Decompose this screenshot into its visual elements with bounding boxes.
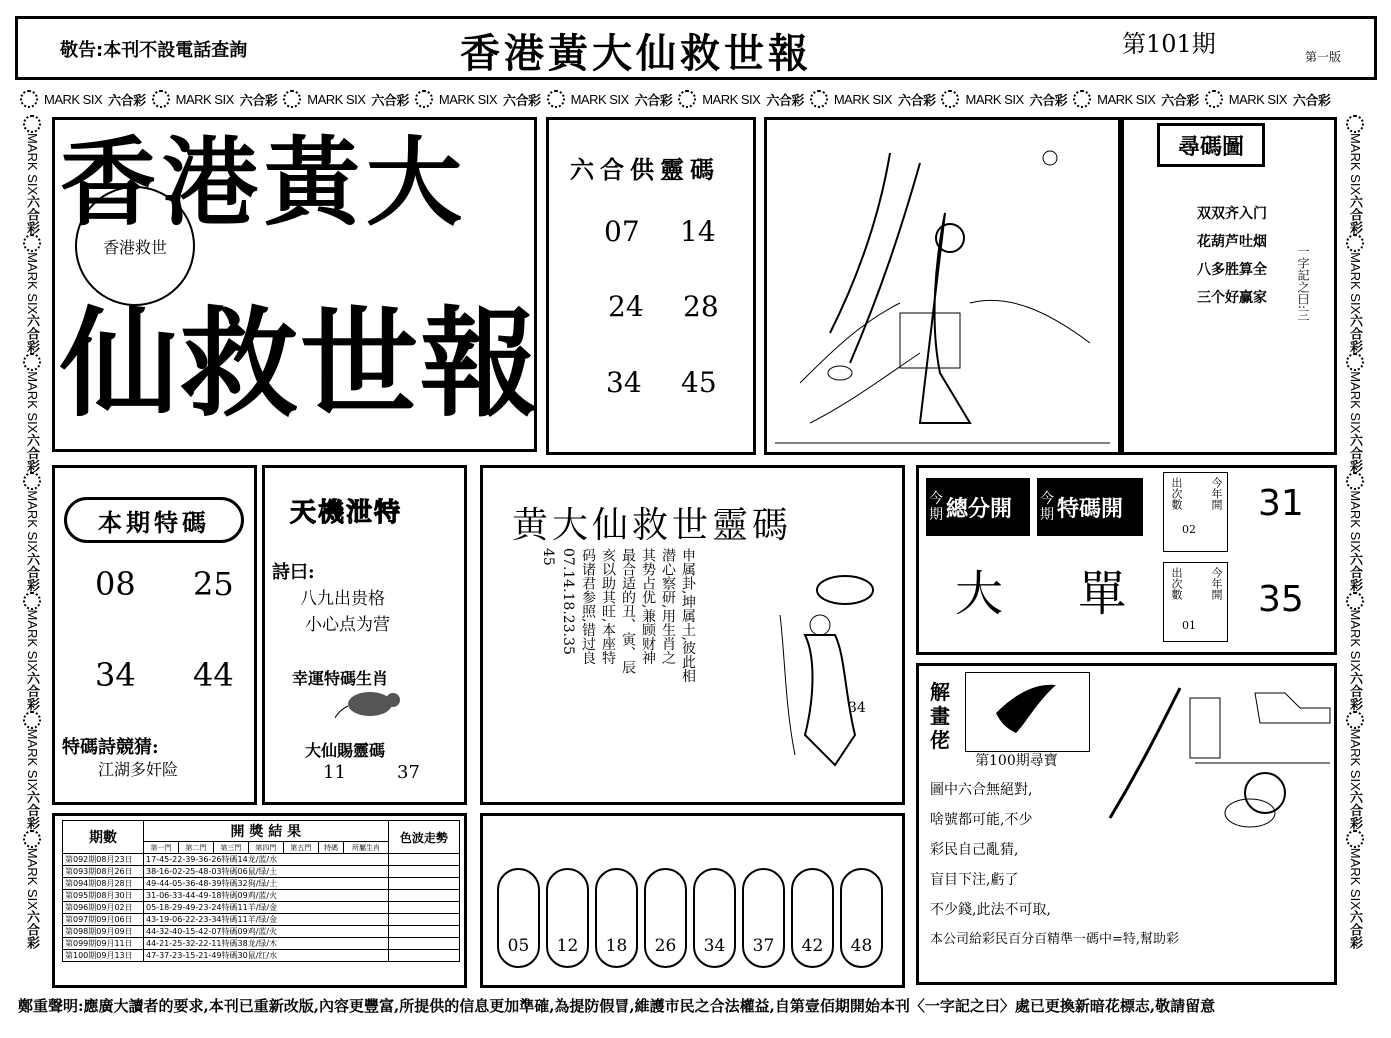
stat-value: 02 bbox=[1182, 523, 1196, 536]
flower-icon bbox=[23, 115, 41, 133]
lingma-column: 07.14.18.23.35 bbox=[560, 548, 576, 655]
mark-six-text: MARK SIX bbox=[1228, 91, 1287, 107]
table-row bbox=[63, 938, 460, 950]
benqi-number: 34 bbox=[95, 656, 136, 694]
results-period: 第096期09月02日 bbox=[63, 902, 144, 914]
gonglingma-number: 28 bbox=[683, 290, 719, 323]
jiehua-line: 啥號都可能,不少 bbox=[930, 812, 1033, 828]
flower-icon bbox=[23, 711, 41, 729]
pill-number: 37 bbox=[752, 936, 775, 956]
label-prefix: 今期 bbox=[929, 491, 943, 523]
results-trend bbox=[388, 866, 459, 878]
mark-six-logo: 六合彩 bbox=[766, 92, 804, 108]
mark-six-text: MARK SIX bbox=[1348, 847, 1363, 910]
seal-text: 香港救世 bbox=[102, 237, 167, 257]
poem-line: 花葫芦吐烟 bbox=[1197, 234, 1267, 250]
issue-number: 第101期 bbox=[1122, 30, 1216, 58]
pill-number: 42 bbox=[801, 936, 824, 956]
jiehua-line: 盲目下注,虧了 bbox=[930, 872, 1019, 888]
benqi-number: 25 bbox=[193, 565, 234, 603]
gonglingma-number: 24 bbox=[608, 290, 644, 323]
mark-six-logo: 六合彩 bbox=[1348, 909, 1363, 949]
jiehua-line: 圖中六合無絕對, bbox=[930, 782, 1033, 798]
mark-six-text: MARK SIX bbox=[1348, 133, 1363, 196]
stat-label: 出次數 bbox=[1170, 477, 1183, 510]
mark-six-logo: 六合彩 bbox=[1292, 92, 1331, 108]
mark-six-logo: 六合彩 bbox=[1348, 552, 1363, 592]
results-table bbox=[62, 820, 460, 962]
page-mark: 第一版 bbox=[1305, 50, 1342, 64]
flower-icon bbox=[283, 90, 301, 108]
masthead-line2: 仙救世報 bbox=[60, 295, 541, 433]
table-row bbox=[63, 878, 460, 890]
results-draw: 38-16-02-25-48-03特碼06鼠/绿/土 bbox=[144, 866, 389, 878]
stat-value: 01 bbox=[1182, 619, 1196, 632]
mark-six-strip-right bbox=[1345, 115, 1365, 1015]
results-draw: 31-06-33-44-49-18特碼09鸡/蓝/火 bbox=[144, 890, 389, 902]
rat-icon bbox=[335, 684, 405, 720]
mark-six-logo: 六合彩 bbox=[239, 92, 278, 108]
lingma-column: 码诸君参照,错过良 bbox=[580, 548, 596, 665]
mark-six-logo: 六合彩 bbox=[503, 92, 541, 108]
zongfen-number: 35 bbox=[1258, 579, 1304, 620]
xunmatu-title: 尋碼圖 bbox=[1157, 123, 1265, 167]
footer-statement: 鄭重聲明:應廣大讀者的要求,本刊已重新改版,內容更豐富,所提供的信息更加準確,為提防假冒,維護市民之合法權益,自第壹佰期開始本刊〈一字記之曰〉處已更換新暗花標志,敬請留意 bbox=[18, 996, 1216, 1015]
lingma-column: 申属卦,坤属土,彼此相 bbox=[680, 548, 696, 683]
mark-six-logo: 六合彩 bbox=[25, 314, 40, 354]
results-h1: 期數 bbox=[63, 821, 144, 854]
benqi-guess-text: 江湖多奸险 bbox=[98, 760, 179, 779]
results-h3: 色波走勢 bbox=[388, 821, 459, 854]
poem-line: 三个好赢家 bbox=[1197, 290, 1267, 306]
lingma-column: 潜心察研,用生肖之 bbox=[660, 548, 676, 665]
lingma-title: 黄大仙救世靈碼 bbox=[512, 505, 793, 546]
pill-number: 12 bbox=[556, 936, 579, 956]
results-period: 第098期09月09日 bbox=[63, 926, 144, 938]
flower-icon bbox=[23, 472, 41, 490]
flower-icon bbox=[941, 90, 959, 108]
benqi-number: 08 bbox=[95, 565, 136, 603]
flower-icon bbox=[23, 592, 41, 610]
mark-six-logo: 六合彩 bbox=[25, 909, 40, 949]
mark-six-strip-left bbox=[22, 115, 42, 1015]
poem-line: 八多胜算全 bbox=[1197, 262, 1267, 278]
mark-six-text: MARK SIX bbox=[1348, 490, 1363, 553]
flower-icon bbox=[1346, 830, 1364, 848]
mark-six-text: MARK SIX bbox=[25, 252, 40, 315]
flower-icon bbox=[23, 830, 41, 848]
mark-six-logo: 六合彩 bbox=[25, 195, 40, 235]
jiehua-caption: 第100期尋寶 bbox=[975, 753, 1058, 769]
results-trend bbox=[388, 914, 459, 926]
pill-number: 26 bbox=[654, 936, 677, 956]
mark-six-text: MARK SIX bbox=[25, 847, 40, 910]
flower-icon bbox=[1346, 234, 1364, 252]
mark-six-logo: 六合彩 bbox=[1029, 92, 1068, 108]
gonglingma-number: 34 bbox=[606, 366, 642, 399]
mark-six-text: MARK SIX bbox=[833, 91, 892, 107]
zongfen-result: 大 單 bbox=[955, 566, 1157, 622]
results-draw: 43-19-06-22-23-34特碼11羊/绿/金 bbox=[144, 914, 389, 926]
results-draw: 44-21-25-32-22-11特碼38龙/绿/木 bbox=[144, 938, 389, 950]
flower-icon bbox=[1346, 115, 1364, 133]
flower-icon bbox=[1346, 353, 1364, 371]
zongfen-number: 31 bbox=[1258, 483, 1304, 524]
jiehua-line: 彩民自己亂猜, bbox=[930, 842, 1019, 858]
results-draw: 05-18-29-49-23-24特碼11羊/绿/金 bbox=[144, 902, 389, 914]
mark-six-text: MARK SIX bbox=[25, 490, 40, 553]
results-subheader: 第五門 bbox=[283, 842, 318, 854]
mark-six-logo: 六合彩 bbox=[25, 552, 40, 592]
results-trend bbox=[388, 902, 459, 914]
gonglingma-number: 14 bbox=[680, 215, 716, 248]
results-trend bbox=[388, 890, 459, 902]
daxian-number: 11 bbox=[323, 762, 346, 783]
lingma-badge: 34 bbox=[848, 700, 866, 716]
gonglingma-title: 六合供靈碼 bbox=[570, 155, 720, 184]
masthead-line1: 香港黃大 bbox=[60, 127, 468, 239]
stat-label: 出次數 bbox=[1170, 567, 1183, 600]
mark-six-logo: 六合彩 bbox=[25, 433, 40, 473]
results-draw: 17-45-22-39-36-26特碼14龙/蓝/水 bbox=[144, 854, 389, 866]
daxian-number: 37 bbox=[397, 762, 420, 783]
gonglingma-number: 45 bbox=[681, 366, 717, 399]
results-draw: 47-37-23-15-21-49特碼30鼠/红/水 bbox=[144, 950, 389, 962]
bird-icon bbox=[966, 673, 1089, 751]
flower-icon bbox=[1346, 592, 1364, 610]
results-trend bbox=[388, 926, 459, 938]
mark-six-logo: 六合彩 bbox=[1161, 92, 1199, 108]
table-row bbox=[63, 926, 460, 938]
results-period: 第097期09月06日 bbox=[63, 914, 144, 926]
mark-six-logo: 六合彩 bbox=[1348, 433, 1363, 473]
mark-six-strip-top bbox=[20, 88, 1370, 110]
benqi-number: 44 bbox=[193, 656, 234, 694]
flower-icon bbox=[152, 90, 170, 108]
jiehua-line: 本公司給彩民百分百精準一碼中=特,幫助彩 bbox=[930, 932, 1180, 947]
sage-with-ox-illustration bbox=[775, 565, 880, 785]
table-row bbox=[63, 950, 460, 962]
results-draw: 44-32-40-15-42-07特碼09鸡/蓝/火 bbox=[144, 926, 389, 938]
mark-six-logo: 六合彩 bbox=[25, 790, 40, 830]
poem-line: 小心点为营 bbox=[305, 615, 390, 635]
poem-label: 詩曰: bbox=[272, 562, 315, 583]
results-subheader: 第四門 bbox=[248, 842, 283, 854]
mark-six-text: MARK SIX bbox=[25, 728, 40, 791]
results-trend bbox=[388, 950, 459, 962]
mark-six-logo: 六合彩 bbox=[108, 92, 146, 108]
mark-six-text: MARK SIX bbox=[25, 133, 40, 196]
lingma-column: 其势占优,兼顾财神 bbox=[640, 548, 656, 665]
results-draw: 49-44-05-36-48-39特碼32狗/绿/土 bbox=[144, 878, 389, 890]
flower-icon bbox=[1205, 90, 1223, 108]
table-row bbox=[63, 914, 460, 926]
lingma-column: 亥以助其旺,本座特 bbox=[600, 548, 616, 665]
mark-six-logo: 六合彩 bbox=[25, 671, 40, 711]
mark-six-text: MARK SIX bbox=[965, 91, 1024, 107]
flower-icon bbox=[1346, 711, 1364, 729]
mark-six-text: MARK SIX bbox=[1348, 252, 1363, 315]
stat-box bbox=[1163, 472, 1228, 552]
results-subheader: 第一門 bbox=[144, 842, 179, 854]
results-period: 第099期09月11日 bbox=[63, 938, 144, 950]
results-subheader: 第二門 bbox=[178, 842, 213, 854]
header-notice: 敬告:本刊不設電話查詢 bbox=[60, 40, 248, 61]
mark-six-logo: 六合彩 bbox=[371, 92, 409, 108]
lingma-column: 最合适的丑、寅、辰 bbox=[620, 548, 636, 674]
pill-number: 34 bbox=[703, 936, 726, 956]
lingma-column: 45 bbox=[540, 548, 556, 566]
mark-six-logo: 六合彩 bbox=[634, 92, 673, 108]
results-period: 第100期09月13日 bbox=[63, 950, 144, 962]
mark-six-text: MARK SIX bbox=[702, 91, 761, 107]
results-period: 第092期08月23日 bbox=[63, 854, 144, 866]
xunmatu-poem bbox=[1197, 200, 1267, 312]
flower-icon bbox=[1346, 472, 1364, 490]
results-period: 第094期08月28日 bbox=[63, 878, 144, 890]
pill-number: 48 bbox=[850, 936, 873, 956]
label-main: 總分開 bbox=[946, 495, 1013, 522]
mark-six-text: MARK SIX bbox=[25, 609, 40, 672]
lingma-text bbox=[538, 548, 698, 788]
stat-box bbox=[1163, 562, 1228, 642]
mark-six-text: MARK SIX bbox=[1348, 371, 1363, 434]
jiehua-thumb bbox=[965, 672, 1090, 752]
xunmatu-side: 一字記之曰:三 bbox=[1296, 245, 1310, 322]
mark-six-logo: 六合彩 bbox=[1348, 790, 1363, 830]
moon-icon bbox=[1140, 210, 1180, 250]
flower-icon bbox=[415, 90, 433, 108]
results-period: 第095期08月30日 bbox=[63, 890, 144, 902]
results-trend bbox=[388, 938, 459, 950]
results-h2: 開 獎 結 果 bbox=[144, 821, 389, 842]
poem-line: 八九出贵格 bbox=[300, 589, 385, 609]
mark-six-text: MARK SIX bbox=[1097, 91, 1156, 107]
label-main: 特碼開 bbox=[1057, 495, 1124, 522]
flower-icon bbox=[678, 90, 696, 108]
mark-six-text: MARK SIX bbox=[1348, 609, 1363, 672]
sage-illustration bbox=[770, 123, 1115, 449]
pill-number: 05 bbox=[507, 936, 530, 956]
mark-six-text: MARK SIX bbox=[307, 91, 366, 107]
flower-icon bbox=[23, 234, 41, 252]
mark-six-logo: 六合彩 bbox=[1348, 314, 1363, 354]
flower-icon bbox=[1073, 90, 1091, 108]
poem-box-header: 天機泄特 bbox=[290, 498, 403, 528]
results-trend bbox=[388, 854, 459, 866]
zongfen-label-1 bbox=[926, 478, 1030, 536]
table-row bbox=[63, 902, 460, 914]
results-period: 第093期08月26日 bbox=[63, 866, 144, 878]
flower-icon bbox=[20, 90, 38, 108]
mark-six-text: MARK SIX bbox=[438, 91, 498, 107]
results-subheader: 特碼 bbox=[318, 842, 344, 854]
results-trend bbox=[388, 878, 459, 890]
mark-six-logo: 六合彩 bbox=[1348, 671, 1363, 711]
flower-icon bbox=[23, 353, 41, 371]
table-row bbox=[63, 854, 460, 866]
mark-six-text: MARK SIX bbox=[175, 91, 234, 107]
flower-icon bbox=[810, 90, 828, 108]
benqi-guess-label: 特碼詩競猜: bbox=[62, 737, 159, 758]
mark-six-text: MARK SIX bbox=[25, 371, 40, 434]
jiehua-title: 解畫佬 bbox=[930, 680, 950, 752]
poem-line: 双双齐入门 bbox=[1197, 206, 1267, 222]
jiehua-text bbox=[930, 775, 1179, 955]
header-title: 香港黃大仙救世報 bbox=[460, 30, 812, 77]
pill-number: 18 bbox=[605, 936, 628, 956]
mark-six-logo: 六合彩 bbox=[897, 92, 936, 108]
mark-six-text: MARK SIX bbox=[1348, 728, 1363, 791]
mark-six-logo: 六合彩 bbox=[1348, 195, 1363, 235]
jiehua-line: 不少錢,此法不可取, bbox=[930, 902, 1051, 918]
mark-six-text: MARK SIX bbox=[44, 91, 103, 107]
zongfen-label-2 bbox=[1037, 478, 1143, 536]
results-subheader: 所屬生肖 bbox=[344, 842, 388, 854]
flower-icon bbox=[547, 90, 565, 108]
label-prefix: 今期 bbox=[1040, 491, 1054, 523]
table-row bbox=[63, 890, 460, 902]
gonglingma-number: 07 bbox=[604, 215, 640, 248]
table-row bbox=[63, 866, 460, 878]
benqi-title: 本期特碼 bbox=[64, 497, 244, 543]
stat-label: 今年開 bbox=[1210, 567, 1223, 600]
mark-six-text: MARK SIX bbox=[570, 91, 629, 107]
lucky-zodiac-label: 幸運特碼生肖 bbox=[292, 669, 389, 688]
results-subheader: 第三門 bbox=[213, 842, 248, 854]
stat-label: 今年開 bbox=[1210, 477, 1223, 510]
daxian-label: 大仙賜靈碼 bbox=[305, 741, 386, 760]
